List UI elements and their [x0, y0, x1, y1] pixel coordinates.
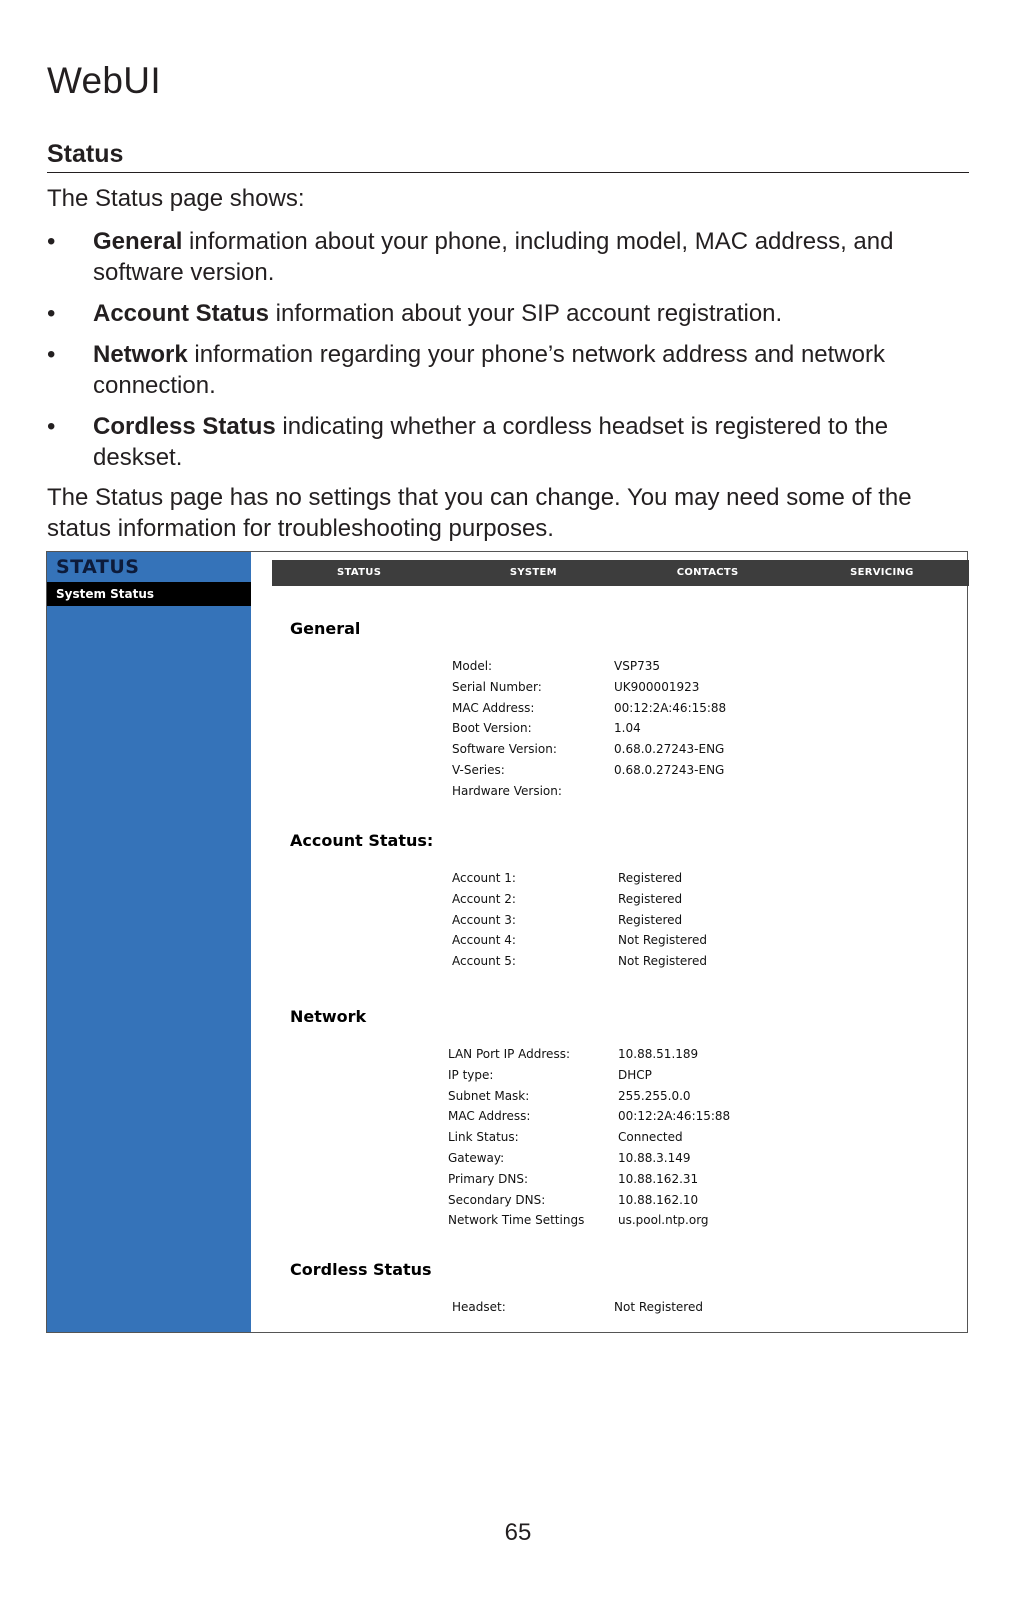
table-row: [448, 1148, 868, 1169]
row-value: Registered: [618, 891, 683, 906]
tab-contacts[interactable]: CONTACTS: [676, 567, 739, 578]
table-row: [452, 868, 852, 889]
table-row: [452, 677, 852, 698]
table-row: [448, 1044, 868, 1065]
table-row: [452, 1297, 852, 1318]
page-number: 65: [504, 1519, 532, 1546]
list-item-text: information regarding your phone’s network address and network connection.: [93, 341, 885, 399]
row-value: VSP735: [614, 659, 660, 673]
network-heading: Network: [290, 1007, 367, 1026]
row-value: 10.88.162.31: [618, 1171, 699, 1186]
cordless-status-heading: Cordless Status: [290, 1260, 432, 1279]
row-label: Software Version:: [452, 742, 557, 757]
list-item-term: Cordless Status: [93, 413, 276, 440]
row-value: 10.88.51.189: [618, 1047, 699, 1061]
row-value: 255.255.0.0: [618, 1088, 691, 1103]
general-table: [452, 656, 852, 802]
sidebar: [47, 552, 251, 1332]
bullet: •: [47, 341, 56, 368]
row-label: Gateway:: [448, 1150, 505, 1165]
list-item: [47, 411, 977, 473]
bullet: •: [47, 413, 56, 440]
webui-screenshot: [46, 551, 968, 1333]
row-value: 1.04: [614, 721, 641, 736]
table-row: [452, 910, 852, 931]
row-label: MAC Address:: [448, 1109, 531, 1124]
row-label: Headset:: [452, 1300, 506, 1314]
table-row: [452, 781, 852, 802]
row-label: Link Status:: [448, 1130, 519, 1145]
account-status-table: [452, 868, 852, 972]
tab-servicing[interactable]: SERVICING: [850, 567, 914, 578]
row-label: LAN Port IP Address:: [448, 1047, 570, 1061]
row-label: Account 5:: [452, 954, 516, 969]
table-row: [448, 1065, 868, 1086]
table-row: [452, 760, 852, 781]
list-item-term: Network: [93, 341, 188, 368]
list-item-text: indicating whether a cordless headset is registered to the deskset.: [93, 413, 889, 471]
row-label: Account 2:: [452, 891, 516, 906]
tab-status[interactable]: STATUS: [337, 567, 382, 578]
row-value: 10.88.3.149: [618, 1150, 691, 1165]
bullet: •: [47, 300, 56, 327]
row-value: Registered: [618, 871, 683, 885]
row-label: Account 1:: [452, 871, 516, 885]
table-row: [452, 951, 852, 972]
table-row: [452, 930, 852, 951]
top-nav: [272, 560, 969, 586]
row-value: 0.68.0.27243-ENG: [614, 762, 725, 777]
cordless-status-table: [452, 1297, 852, 1318]
list-item-term: Account Status: [93, 300, 270, 327]
row-value: 0.68.0.27243-ENG: [614, 742, 725, 757]
feature-list: [47, 226, 977, 483]
sidebar-title: STATUS: [56, 556, 140, 578]
table-row: [448, 1127, 868, 1148]
general-heading: General: [290, 619, 361, 638]
table-row: [448, 1106, 868, 1127]
row-label: Network Time Settings: [448, 1213, 585, 1228]
list-item: [47, 298, 977, 329]
account-status-heading: Account Status:: [290, 831, 434, 850]
row-label: Model:: [452, 659, 493, 673]
row-label: V-Series:: [452, 762, 505, 777]
row-value: 10.88.162.10: [618, 1192, 699, 1207]
network-table: [448, 1044, 868, 1231]
list-item: [47, 339, 977, 401]
closing-paragraph: The Status page has no settings that you can change. You may need some of the status information for troubleshooting purposes.: [47, 484, 912, 542]
row-label: Subnet Mask:: [448, 1088, 530, 1103]
list-item-text: information about your SIP account registration.: [269, 300, 783, 327]
table-row: [452, 698, 852, 719]
row-label: Primary DNS:: [448, 1171, 529, 1186]
row-value: DHCP: [618, 1067, 652, 1082]
table-row: [452, 656, 852, 677]
table-row: [452, 739, 852, 760]
table-row: [448, 1190, 868, 1211]
table-row: [452, 718, 852, 739]
row-value: Not Registered: [618, 954, 707, 969]
row-value: UK900001923: [614, 679, 700, 694]
table-row: [448, 1086, 868, 1107]
row-label: Hardware Version:: [452, 783, 562, 798]
table-row: [448, 1210, 868, 1231]
table-row: [448, 1169, 868, 1190]
section-heading: Status: [47, 140, 969, 173]
row-value: Registered: [618, 912, 683, 927]
row-label: Serial Number:: [452, 679, 542, 694]
row-value: Not Registered: [614, 1300, 703, 1314]
list-item-term: General: [93, 228, 183, 255]
row-value: Not Registered: [618, 933, 707, 948]
row-label: IP type:: [448, 1067, 494, 1082]
row-value: Connected: [618, 1130, 683, 1145]
tab-system[interactable]: SYSTEM: [509, 567, 557, 578]
list-item: [47, 226, 977, 288]
intro-text: The Status page shows:: [47, 185, 305, 212]
sidebar-item-system-status[interactable]: System Status: [47, 582, 251, 606]
row-label: Account 3:: [452, 912, 516, 927]
row-label: Boot Version:: [452, 721, 532, 736]
chapter-title: WebUI: [47, 60, 161, 101]
list-item-text: information about your phone, including model, MAC address, and software version.: [93, 228, 894, 286]
row-value: 00:12:2A:46:15:88: [614, 700, 727, 715]
row-value: 00:12:2A:46:15:88: [618, 1109, 731, 1124]
row-label: MAC Address:: [452, 700, 535, 715]
table-row: [452, 889, 852, 910]
bullet: •: [47, 228, 56, 255]
row-value: us.pool.ntp.org: [618, 1213, 709, 1228]
row-label: Secondary DNS:: [448, 1192, 546, 1207]
row-label: Account 4:: [452, 933, 516, 948]
